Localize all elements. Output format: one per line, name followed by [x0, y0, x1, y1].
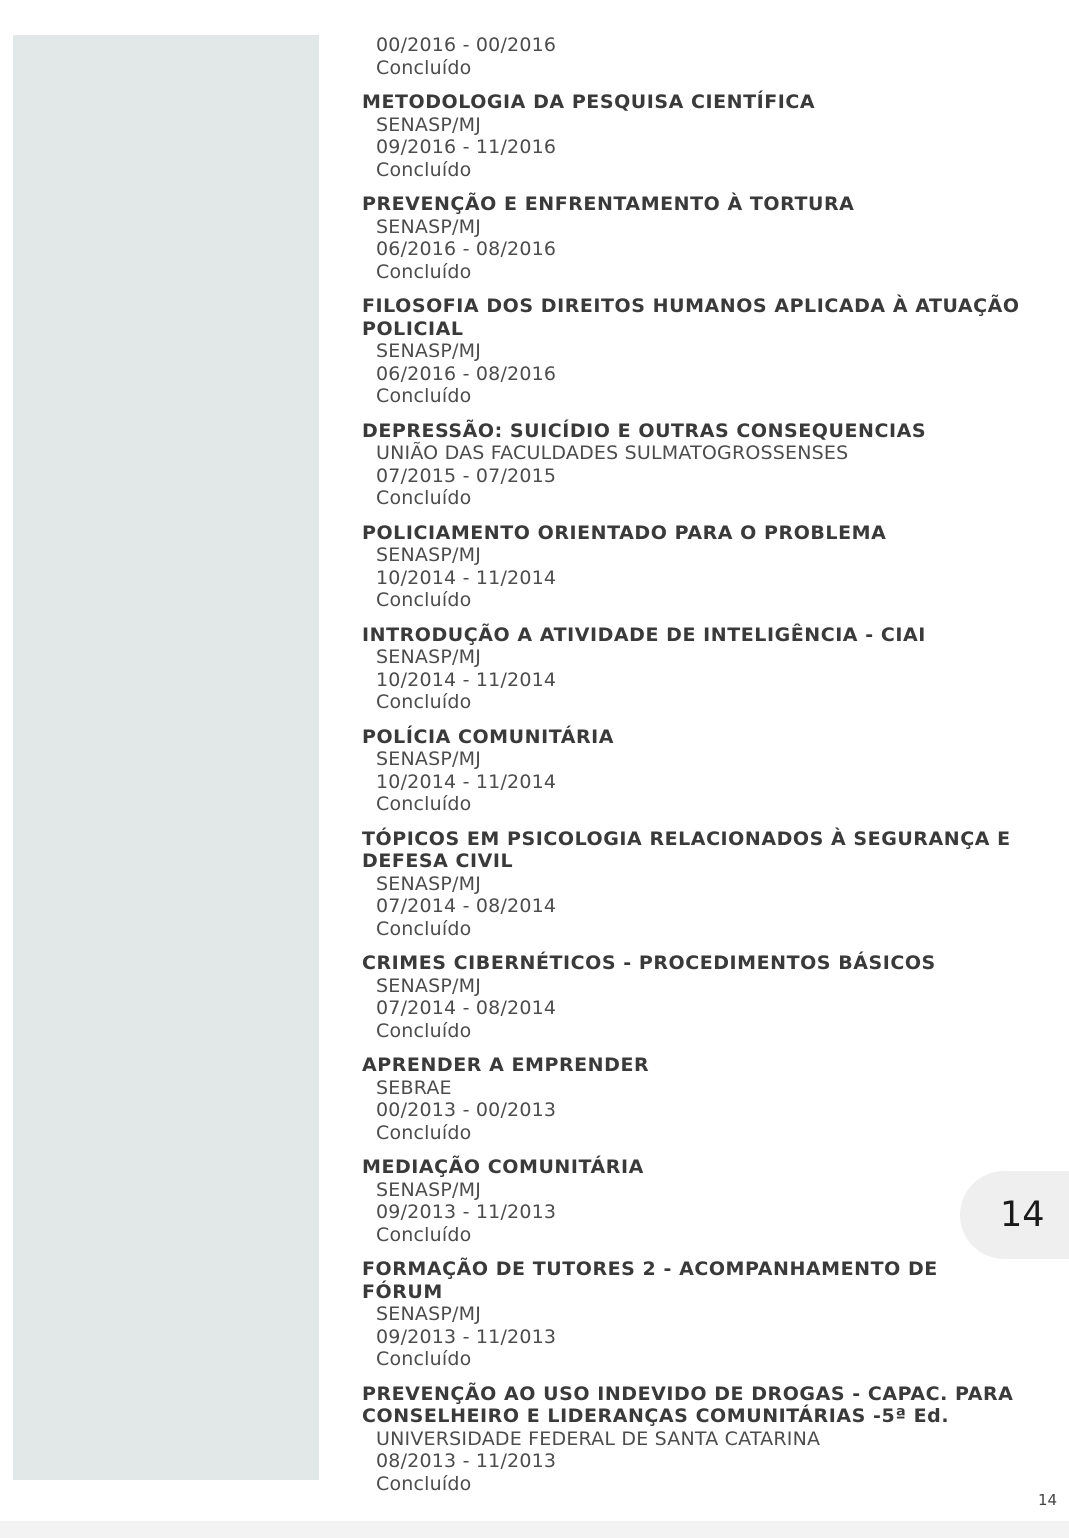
course-dates: 07/2014 - 08/2014 — [376, 997, 557, 1019]
course-dates: 09/2016 - 11/2016 — [376, 136, 557, 158]
course-institution: SENASP/MJ — [376, 544, 481, 566]
course-institution: SENASP/MJ — [376, 340, 481, 362]
course-dates: 07/2015 - 07/2015 — [376, 464, 557, 487]
list-item — [362, 828, 1022, 941]
page-number-label: 14 — [1000, 1195, 1045, 1235]
left-sidebar-panel — [13, 35, 319, 1480]
course-status: Concluído — [376, 1121, 472, 1144]
course-institution: SENASP/MJ — [376, 974, 481, 997]
course-title: DEPRESSÃO: SUICÍDIO E OUTRAS CONSEQUENCIAS — [362, 419, 927, 442]
course-title: TÓPICOS EM PSICOLOGIA RELACIONADOS À SEGURANÇA E — [362, 827, 1011, 850]
course-title: POLICIAMENTO ORIENTADO PARA O PROBLEMA — [362, 521, 887, 544]
course-status: Concluído — [376, 158, 472, 181]
course-title: FORMAÇÃO DE TUTORES 2 - ACOMPANHAMENTO DE FÓRUM — [362, 1258, 938, 1303]
course-title: APRENDER A EMPRENDER — [362, 1054, 650, 1076]
list-item — [362, 193, 1022, 283]
list-item — [362, 420, 1022, 510]
course-title: PREVENÇÃO AO USO INDEVIDO DE DROGAS - CAPAC. PARA — [362, 1382, 1014, 1405]
list-item — [362, 34, 1022, 79]
course-status: Concluído — [376, 691, 472, 713]
course-institution: SEBRAE — [376, 1076, 452, 1099]
course-title: METODOLOGIA DA PESQUISA CIENTÍFICA — [362, 91, 816, 113]
course-title-continued: CONSELHEIRO E LIDERANÇAS COMUNITÁRIAS -5ª Ed. — [362, 1405, 950, 1427]
course-dates: 06/2016 - 08/2016 — [376, 362, 557, 385]
course-title: FILOSOFIA DOS DIREITOS HUMANOS APLICADA À ATUAÇÃO — [362, 295, 1020, 317]
course-status: Concluído — [376, 793, 472, 815]
course-status: Concluído — [376, 1348, 472, 1370]
course-dates: 07/2014 - 08/2014 — [376, 895, 557, 917]
course-title: MEDIAÇÃO COMUNITÁRIA — [362, 1156, 644, 1178]
course-dates: 09/2013 - 11/2013 — [376, 1201, 557, 1223]
bottom-bar — [0, 1521, 1069, 1538]
course-dates: 10/2014 - 11/2014 — [376, 770, 557, 793]
course-dates: 10/2014 - 11/2014 — [376, 668, 557, 691]
course-status: Concluído — [376, 487, 472, 509]
course-dates: 09/2013 - 11/2013 — [376, 1325, 557, 1348]
course-list — [362, 34, 1022, 1507]
list-item — [362, 1156, 1022, 1246]
course-title: INTRODUÇÃO A ATIVIDADE DE INTELIGÊNCIA - CIAI — [362, 623, 926, 646]
list-item — [362, 952, 1022, 1042]
course-institution: SENASP/MJ — [376, 872, 481, 895]
course-status: Concluído — [376, 1223, 472, 1246]
course-status: Concluído — [376, 385, 472, 407]
list-item — [362, 726, 1022, 816]
course-dates: 00/2013 - 00/2013 — [376, 1099, 557, 1121]
course-status: Concluído — [376, 1019, 472, 1042]
course-title: PREVENÇÃO E ENFRENTAMENTO À TORTURA — [362, 193, 855, 215]
course-dates: 08/2013 - 11/2013 — [376, 1450, 557, 1472]
course-institution: SENASP/MJ — [376, 748, 481, 770]
list-item — [362, 91, 1022, 181]
course-institution: SENASP/MJ — [376, 1178, 481, 1201]
course-institution: UNIVERSIDADE FEDERAL DE SANTA CATARINA — [376, 1427, 821, 1450]
list-item — [362, 522, 1022, 612]
course-status: Concluído — [376, 917, 472, 940]
list-item — [362, 1258, 1022, 1371]
course-institution: UNIÃO DAS FACULDADES SULMATOGROSSENSES — [376, 442, 849, 464]
list-item — [362, 1054, 1022, 1144]
course-title: CRIMES CIBERNÉTICOS - PROCEDIMENTOS BÁSICOS — [362, 952, 936, 974]
course-institution: SENASP/MJ — [376, 113, 481, 136]
footer-page-number: 14 — [1038, 1491, 1058, 1509]
course-dates: 00/2016 - 00/2016 — [376, 34, 557, 56]
course-title-continued: POLICIAL — [362, 317, 464, 340]
page-number-tab[interactable] — [960, 1171, 1069, 1259]
list-item — [362, 624, 1022, 714]
course-title-continued: DEFESA CIVIL — [362, 850, 514, 872]
course-title: POLÍCIA COMUNITÁRIA — [362, 725, 615, 748]
course-status: Concluído — [376, 260, 472, 283]
course-institution: SENASP/MJ — [376, 215, 481, 238]
list-item — [362, 1383, 1022, 1496]
course-dates: 10/2014 - 11/2014 — [376, 566, 557, 589]
course-status: Concluído — [376, 56, 472, 79]
course-institution: SENASP/MJ — [376, 1303, 481, 1325]
course-status: Concluído — [376, 589, 472, 611]
course-dates: 06/2016 - 08/2016 — [376, 238, 557, 260]
course-institution: SENASP/MJ — [376, 646, 481, 668]
list-item — [362, 295, 1022, 408]
course-status: Concluído — [376, 1472, 472, 1495]
